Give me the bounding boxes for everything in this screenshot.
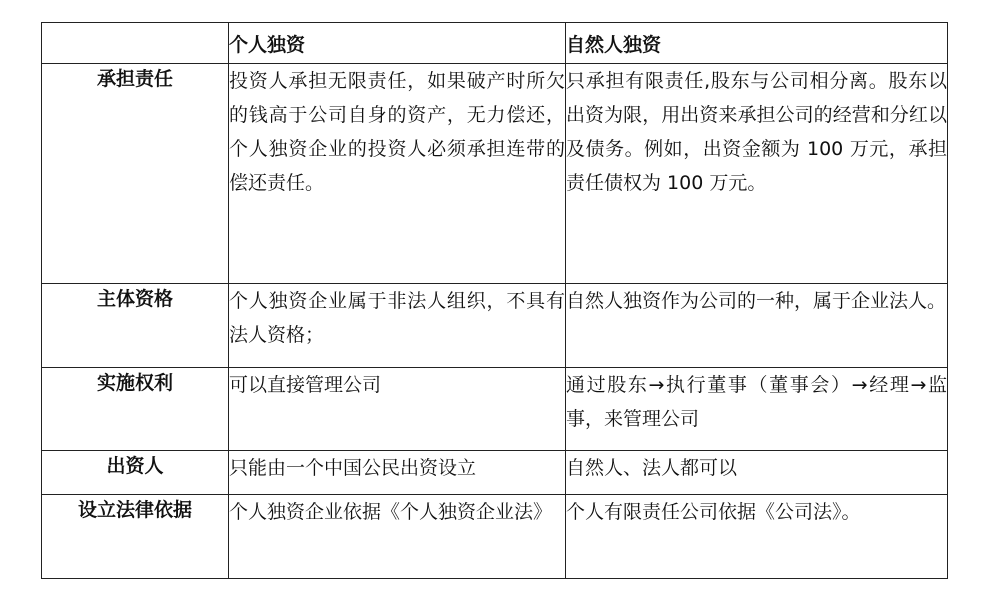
cell-individual-legal-status: 个人独资企业属于非法人组织，不具有法人资格； <box>229 284 566 368</box>
cell-individual-rights: 可以直接管理公司 <box>229 368 566 451</box>
cell-individual-liability: 投资人承担无限责任，如果破产时所欠的钱高于公司自身的资产，无力偿还，个人独资企业的投资人必须承担连带的偿还责任。 <box>229 64 566 284</box>
cell-individual-investor: 只能由一个中国公民出资设立 <box>229 451 566 495</box>
row-label-legal-basis: 设立法律依据 <box>42 495 229 579</box>
cell-natural-person-investor: 自然人、法人都可以 <box>566 451 948 495</box>
table-row <box>42 284 948 368</box>
header-individual: 个人独资 <box>229 23 566 64</box>
row-label-liability: 承担责任 <box>42 64 229 284</box>
row-label-rights: 实施权利 <box>42 368 229 451</box>
table-row <box>42 64 948 284</box>
row-label-legal-status: 主体资格 <box>42 284 229 368</box>
cell-individual-legal-basis: 个人独资企业依据《个人独资企业法》 <box>229 495 566 579</box>
header-natural-person: 自然人独资 <box>566 23 948 64</box>
cell-natural-person-legal-status: 自然人独资作为公司的一种，属于企业法人。 <box>566 284 948 368</box>
table-row <box>42 451 948 495</box>
row-label-investor: 出资人 <box>42 451 229 495</box>
table-header-row <box>42 23 948 64</box>
header-empty-cell <box>42 23 229 64</box>
cell-natural-person-rights: 通过股东→执行董事（董事会）→经理→监事，来管理公司 <box>566 368 948 451</box>
table-row <box>42 495 948 579</box>
comparison-table <box>41 22 948 579</box>
table-row <box>42 368 948 451</box>
cell-natural-person-liability: 只承担有限责任,股东与公司相分离。股东以出资为限，用出资来承担公司的经营和分红以及债务。例如，出资金额为 100 万元，承担责任债权为 100 万元。 <box>566 64 948 284</box>
cell-natural-person-legal-basis: 个人有限责任公司依据《公司法》。 <box>566 495 948 579</box>
